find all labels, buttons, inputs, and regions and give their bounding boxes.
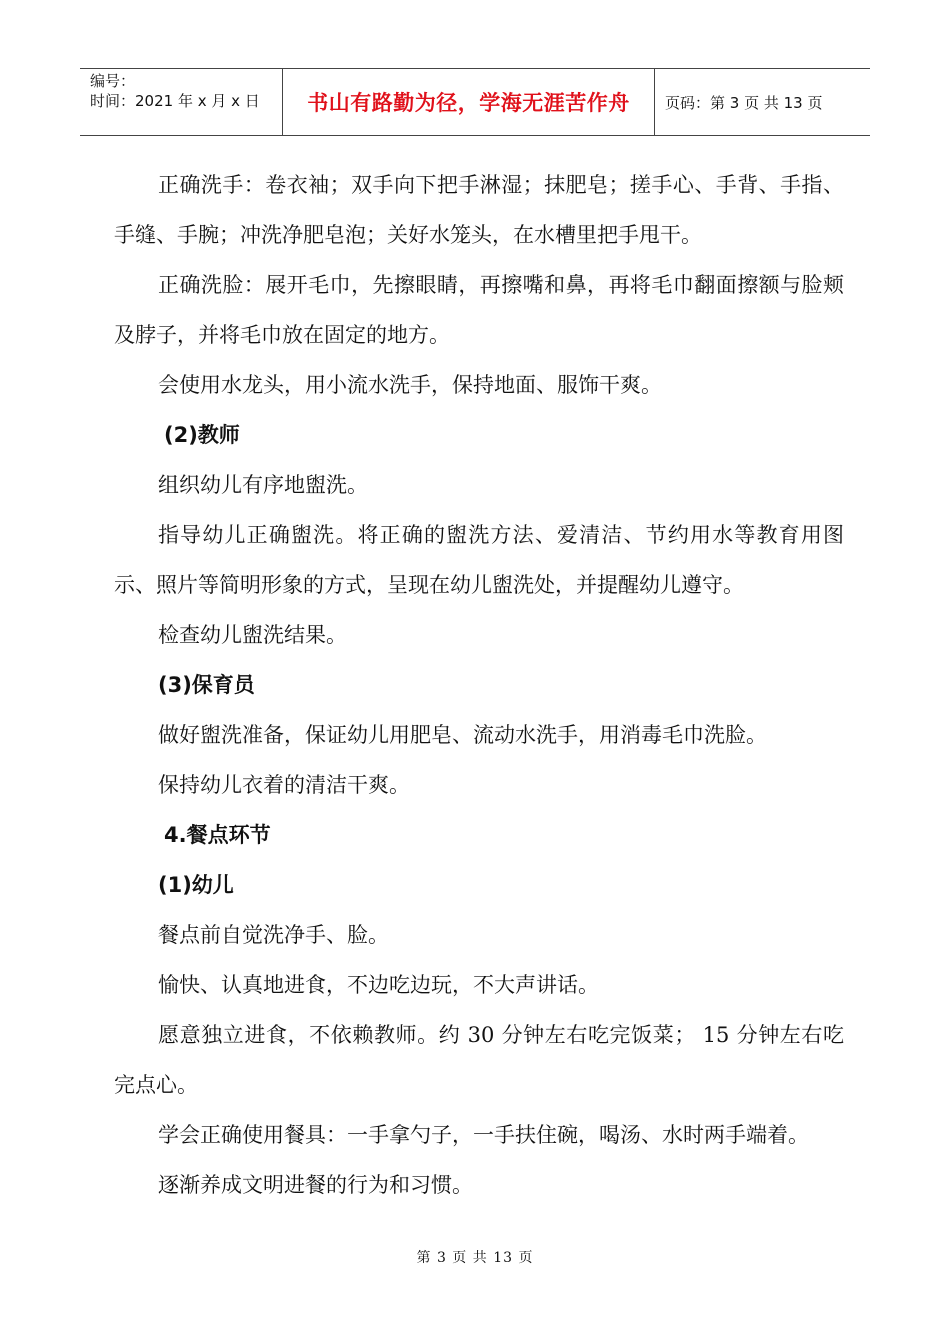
document-body: [114, 160, 844, 1210]
body-paragraph: 检查幼儿盥洗结果。: [158, 623, 347, 647]
body-paragraph: 会使用水龙头，用小流水洗手，保持地面、服饰干爽。: [158, 373, 662, 397]
header-motto: 书山有路勤为径，学海无涯苦作舟: [283, 69, 655, 135]
body-paragraph: 正确洗脸：展开毛巾，先擦眼睛，再擦嘴和鼻，再将毛巾翻面擦额与脸颊及脖子，并将毛巾放在固定的地方。: [114, 273, 844, 347]
body-paragraph: 组织幼儿有序地盥洗。: [158, 473, 368, 497]
page-footer: 第 3 页 共 13 页: [416, 1250, 534, 1266]
section-heading: (3)保育员: [158, 673, 255, 697]
body-paragraph: 指导幼儿正确盥洗。将正确的盥洗方法、爱清洁、节约用水等教育用图示、照片等简明形象的方式，呈现在幼儿盥洗处，并提醒幼儿遵守。: [114, 523, 844, 597]
body-paragraph: 保持幼儿衣着的清洁干爽。: [158, 773, 410, 797]
section-heading: (1)幼儿: [158, 873, 234, 897]
section-heading: (2)教师: [164, 423, 240, 447]
section-heading: 4.餐点环节: [164, 823, 271, 847]
header-page-info: 页码：第 3 页 共 13 页: [665, 93, 823, 112]
document-number-label: 编号：: [90, 72, 136, 90]
body-paragraph: 学会正确使用餐具：一手拿勺子，一手扶住碗，喝汤、水时两手端着。: [158, 1123, 809, 1147]
document-date-label: 时间：2021 年 x 月 x 日: [90, 92, 260, 110]
body-paragraph: 餐点前自觉洗净手、脸。: [158, 923, 389, 947]
page-header: [80, 68, 870, 136]
body-paragraph: 愉快、认真地进食，不边吃边玩，不大声讲话。: [158, 973, 599, 997]
body-paragraph: 正确洗手：卷衣袖；双手向下把手淋湿；抹肥皂；搓手心、手背、手指、手缝、手腕；冲洗净肥皂泡；关好水笼头，在水槽里把手甩干。: [114, 173, 844, 247]
body-paragraph: 做好盥洗准备，保证幼儿用肥皂、流动水洗手，用消毒毛巾洗脸。: [158, 723, 767, 747]
body-paragraph: 愿意独立进食，不依赖教师。约 30 分钟左右吃完饭菜； 15 分钟左右吃完点心。: [114, 1023, 844, 1097]
body-paragraph: 逐渐养成文明进餐的行为和习惯。: [158, 1173, 473, 1197]
header-meta-cell: [80, 69, 283, 135]
